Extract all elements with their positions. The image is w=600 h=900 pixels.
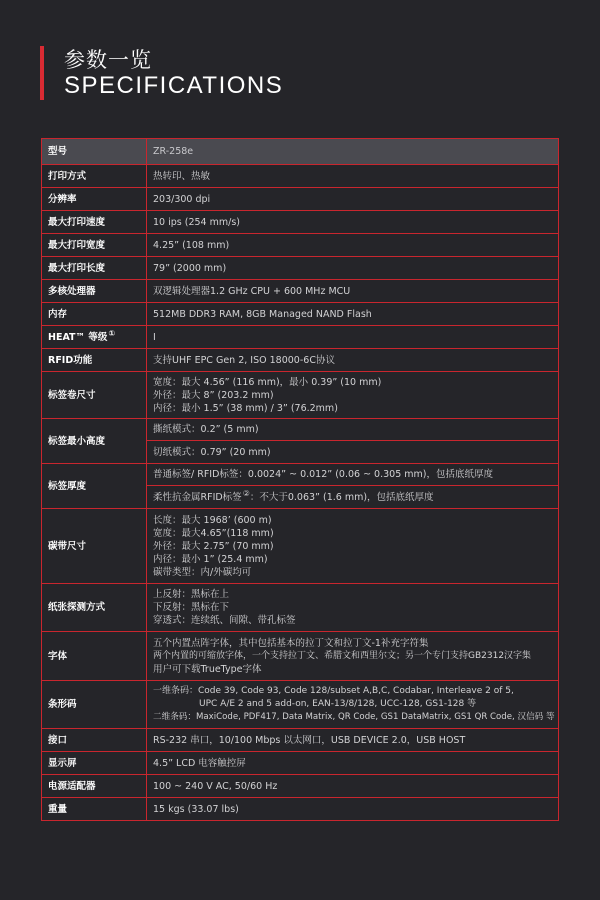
row-value bbox=[147, 486, 559, 509]
footnote-mark: ② bbox=[242, 488, 250, 498]
row-label: 打印方式 bbox=[42, 165, 147, 188]
page-title-en: SPECIFICATIONS bbox=[64, 72, 284, 99]
row-label: 重量 bbox=[42, 798, 147, 821]
table-row-memory bbox=[42, 303, 559, 326]
row-value: 热转印、热敏 bbox=[147, 165, 559, 188]
value-line: 长度：最大 1968’ (600 m) bbox=[153, 514, 272, 526]
value-line: 宽度：最大 4.56” (116 mm)，最小 0.39” (10 mm) bbox=[153, 376, 382, 388]
value-line: 外径：最大 2.75” (70 mm) bbox=[153, 540, 274, 552]
heat-label-text: HEAT™ 等级 bbox=[48, 332, 108, 344]
value-line: 碳带类型：内/外碳均可 bbox=[153, 566, 252, 578]
value-line: 两个内置的可缩放字体，一个支持拉丁文、希腊文和西里尔文；另一个专门支持GB2312汉字集 bbox=[153, 650, 532, 661]
table-row-heat bbox=[42, 326, 559, 349]
row-label: 型号 bbox=[42, 139, 147, 165]
table-row-power bbox=[42, 775, 559, 798]
value-line: 宽度：最大4.65”(118 mm) bbox=[153, 527, 274, 539]
row-value: I bbox=[147, 326, 559, 349]
row-label bbox=[42, 326, 147, 349]
value-line: 内径：最小 1” (25.4 mm) bbox=[153, 553, 268, 565]
row-label: 最大打印长度 bbox=[42, 257, 147, 280]
table-row-fonts bbox=[42, 632, 559, 681]
row-label: 纸张探测方式 bbox=[42, 584, 147, 632]
table-row-sensor bbox=[42, 584, 559, 632]
row-value: 4.25” (108 mm) bbox=[147, 234, 559, 257]
row-value: 支持UHF EPC Gen 2, ISO 18000-6C协议 bbox=[147, 349, 559, 372]
table-row-thickness-normal bbox=[42, 464, 559, 486]
title-accent-bar bbox=[40, 46, 44, 100]
value-line: 一维条码：Code 39, Code 93, Code 128/subset A,B,C, Codabar, Interleave 2 of 5, bbox=[153, 686, 514, 696]
row-label: 标签最小高度 bbox=[42, 419, 147, 464]
row-value bbox=[147, 372, 559, 419]
table-row-model bbox=[42, 139, 559, 165]
table-row-interface bbox=[42, 729, 559, 752]
value-line: 上反射：黑标在上 bbox=[153, 589, 230, 600]
row-value bbox=[147, 584, 559, 632]
table-row-ribbon bbox=[42, 509, 559, 584]
row-label: 最大打印速度 bbox=[42, 211, 147, 234]
row-value: 512MB DDR3 RAM, 8GB Managed NAND Flash bbox=[147, 303, 559, 326]
row-value bbox=[147, 632, 559, 681]
row-label: 显示屏 bbox=[42, 752, 147, 775]
value-line: 用户可下载TrueType字体 bbox=[153, 663, 262, 675]
row-label: 碳带尺寸 bbox=[42, 509, 147, 584]
row-label: 内存 bbox=[42, 303, 147, 326]
table-row-rfid bbox=[42, 349, 559, 372]
table-row-resolution bbox=[42, 188, 559, 211]
footnote-mark: ① bbox=[108, 328, 116, 338]
row-value bbox=[147, 681, 559, 729]
row-value bbox=[147, 509, 559, 584]
value-line: 外径：最大 8” (203.2 mm) bbox=[153, 389, 274, 401]
row-value: 双逻辑处理器1.2 GHz CPU + 600 MHz MCU bbox=[147, 280, 559, 303]
table-row-max-length bbox=[42, 257, 559, 280]
table-row-max-width bbox=[42, 234, 559, 257]
row-value: 4.5” LCD 电容触控屏 bbox=[147, 752, 559, 775]
row-label: 条形码 bbox=[42, 681, 147, 729]
row-label: RFID功能 bbox=[42, 349, 147, 372]
row-value: 79” (2000 mm) bbox=[147, 257, 559, 280]
table-row-label-roll bbox=[42, 372, 559, 419]
specifications-table bbox=[41, 138, 559, 821]
row-label: 接口 bbox=[42, 729, 147, 752]
row-label: 最大打印宽度 bbox=[42, 234, 147, 257]
value-line: 二维条码：MaxiCode, PDF417, Data Matrix, QR Code, GS1 DataMatrix, GS1 QR Code, 汉信码 等 bbox=[153, 712, 555, 722]
row-label: 标签厚度 bbox=[42, 464, 147, 509]
row-value: 切纸模式：0.79” (20 mm) bbox=[147, 441, 559, 464]
row-label: 电源适配器 bbox=[42, 775, 147, 798]
metal-suffix: ：不大于0.063” (1.6 mm)，包括底纸厚度 bbox=[249, 492, 434, 504]
value-line: 下反射：黑标在下 bbox=[153, 602, 230, 613]
row-value: 撕纸模式：0.2” (5 mm) bbox=[147, 419, 559, 441]
table-row-max-speed bbox=[42, 211, 559, 234]
table-row-display bbox=[42, 752, 559, 775]
row-value: 203/300 dpi bbox=[147, 188, 559, 211]
row-value: 普通标签/ RFID标签：0.0024” ~ 0.012” (0.06 ~ 0.305 mm)，包括底纸厚度 bbox=[147, 464, 559, 486]
row-label: 多核处理器 bbox=[42, 280, 147, 303]
row-value: 100 ~ 240 V AC, 50/60 Hz bbox=[147, 775, 559, 798]
table-row-processor bbox=[42, 280, 559, 303]
row-value: 15 kgs (33.07 lbs) bbox=[147, 798, 559, 821]
page-title-cn: 参数一览 bbox=[64, 48, 152, 72]
value-line: 五个内置点阵字体，其中包括基本的拉丁文和拉丁文-1补充字符集 bbox=[153, 637, 429, 649]
table-row-min-height-tear bbox=[42, 419, 559, 441]
row-label: 字体 bbox=[42, 632, 147, 681]
metal-prefix: 柔性抗金属RFID标签 bbox=[153, 492, 242, 504]
value-line: 穿透式：连续纸、间隙、带孔标签 bbox=[153, 615, 296, 626]
value-line: UPC A/E 2 and 5 add-on, EAN-13/8/128, UCC-128, GS1-128 等 bbox=[199, 699, 477, 709]
row-label: 分辨率 bbox=[42, 188, 147, 211]
row-label: 标签卷尺寸 bbox=[42, 372, 147, 419]
table-row-weight bbox=[42, 798, 559, 821]
value-line: 内径：最小 1.5” (38 mm) / 3” (76.2mm) bbox=[153, 402, 338, 414]
table-row-barcodes bbox=[42, 681, 559, 729]
row-value: RS-232 串口，10/100 Mbps 以太网口，USB DEVICE 2.0，USB HOST bbox=[147, 729, 559, 752]
row-value: 10 ips (254 mm/s) bbox=[147, 211, 559, 234]
row-value: ZR-258e bbox=[147, 139, 559, 165]
table-row-print-method bbox=[42, 165, 559, 188]
